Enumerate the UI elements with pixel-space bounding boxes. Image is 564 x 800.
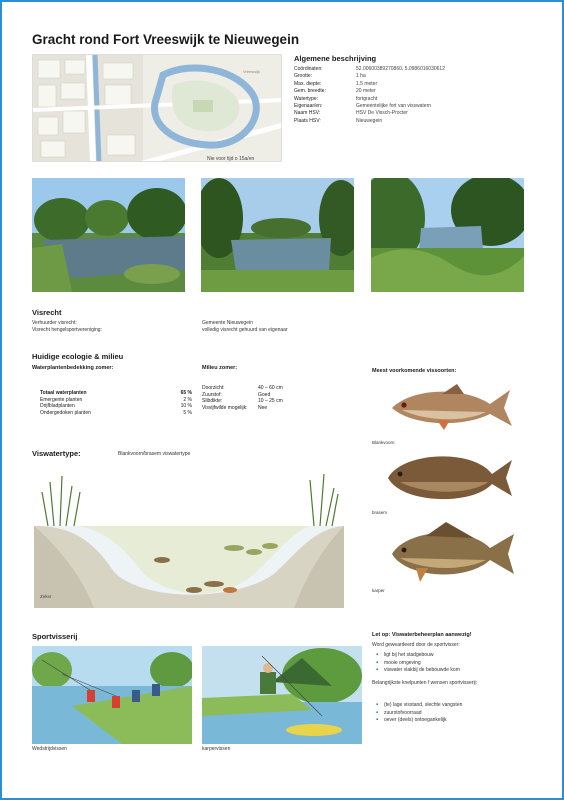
watertype-heading: Viswatertype:	[32, 449, 81, 458]
info-value: HSV De Vissch-Procter	[356, 110, 408, 117]
env-row	[202, 405, 322, 412]
bream-fish-image	[388, 456, 512, 499]
watertype-illustration	[34, 462, 344, 608]
note-intro-2: Belangrijkste knelpunten f wensen sportvisserij:	[372, 680, 478, 686]
fishing-label-2: Visrecht hengelsportvereniging:	[32, 327, 102, 333]
sport-image-1	[32, 646, 192, 744]
env-row	[202, 398, 322, 405]
info-value: fortgracht	[356, 95, 378, 102]
note-item: ▪ mooie omgeving	[376, 660, 460, 668]
info-row	[294, 103, 544, 110]
env-row	[202, 385, 322, 392]
plant-key: Drijfbladplanten	[40, 403, 75, 410]
info-value: 1.5 meter	[356, 80, 378, 87]
fish-label-2: brasem	[372, 510, 388, 515]
env-value: 40 – 60 cm	[258, 385, 283, 391]
roach-fish-image	[382, 380, 514, 435]
fish-heading: Meest voorkomende vissoorten:	[372, 368, 457, 374]
env-key: Visvijfwilde mogelijk:	[202, 404, 248, 411]
fishing-rights-labels	[32, 320, 102, 334]
plants-heading: Waterplantenbedekking zomer:	[32, 365, 114, 371]
plant-row	[40, 390, 192, 397]
fishing-value-2: volledig visrecht gehuurd van eigenaar	[202, 327, 288, 333]
fishing-label-1: Verhuurder visrecht:	[32, 320, 77, 326]
plant-key: Totaal waterplanten	[40, 390, 87, 396]
info-key: Plaats HSV:	[294, 117, 321, 124]
env-value: Goed	[258, 391, 271, 398]
note-heading: Let op: Viswaterbeheerplan aanwezig!	[372, 632, 472, 638]
plant-row	[40, 403, 192, 410]
general-heading: Algemene beschrijving	[294, 54, 377, 63]
note-list-positive	[376, 652, 460, 675]
info-key: Eigenaar/en:	[294, 103, 323, 110]
env-row	[202, 392, 322, 399]
svg-text:Vreeswijk: Vreeswijk	[243, 69, 260, 74]
fish-label-1: Blankvoorn	[372, 440, 395, 445]
info-value: 20 meter	[356, 88, 376, 95]
info-key: Naam HSV:	[294, 110, 321, 117]
photo-2	[201, 178, 354, 292]
env-key: Zuurstof:	[202, 391, 222, 398]
env-value: 10 – 25 cm	[258, 398, 283, 405]
fishing-rights-values	[202, 320, 288, 334]
env-table	[202, 385, 322, 411]
fishing-rights-heading: Visrecht	[32, 308, 62, 317]
info-row	[294, 81, 544, 88]
info-key: Grootte:	[294, 73, 313, 80]
page-title: Gracht rond Fort Vreeswijk te Nieuwegein	[32, 32, 300, 47]
sport-caption-1: Wedstrijdvissen	[32, 746, 67, 752]
info-row	[294, 88, 544, 95]
note-item: ▪ oever (deels) ontoegankelijk	[376, 717, 462, 725]
ecology-heading: Huidige ecologie & milieu	[32, 352, 124, 361]
info-row	[294, 66, 544, 73]
plant-value: 5 %	[183, 409, 192, 416]
sport-caption-2: karpervissen	[202, 746, 231, 752]
general-rows	[294, 66, 544, 125]
info-row	[294, 73, 544, 80]
info-key: Gem. breedte:	[294, 88, 326, 95]
info-key: Max. diepte:	[294, 80, 322, 87]
info-key: Coördinaten:	[294, 66, 323, 72]
plant-row	[40, 410, 192, 417]
plant-value: 2 %	[183, 396, 192, 403]
note-item: ▪ (te) lage visstand, slechte vangsten	[376, 702, 462, 710]
info-row	[294, 110, 544, 117]
photo-3	[371, 178, 524, 292]
plant-row	[40, 397, 192, 404]
info-value: Gemeentelijke fort van visswatern	[356, 103, 432, 110]
location-map	[32, 54, 282, 162]
watertype-name: Blankvoorn/brasem viswatertype	[118, 451, 191, 457]
plant-value: 10 %	[180, 403, 192, 410]
carp-fish-image	[392, 522, 514, 582]
env-key: Doorzicht:	[202, 385, 225, 391]
fishing-value-1: Gemeente Nieuwegein	[202, 320, 253, 326]
sport-heading: Sportvisserij	[32, 632, 78, 641]
map-graphic	[33, 55, 282, 162]
env-key: Slibdikte:	[202, 398, 223, 405]
env-heading: Milieu zomer:	[202, 365, 238, 371]
fish-label-3: karper	[372, 588, 385, 593]
info-value: 52.00600389270860, 5.0986016030612	[356, 66, 445, 72]
info-row	[294, 118, 544, 125]
plant-key: Emergente planten	[40, 396, 83, 403]
plant-value: 65 %	[180, 390, 192, 396]
info-key: Watertype:	[294, 95, 318, 102]
note-list-problems	[376, 702, 462, 725]
sport-image-2	[202, 646, 362, 744]
note-item: ▪ zuurstofvoorraad	[376, 710, 462, 718]
info-row	[294, 96, 544, 103]
note-intro: Word geweardeerd door de sportvisser:	[372, 642, 460, 648]
note-item: ▪ ligt bij het stadgebouw	[376, 652, 460, 660]
info-value: Nieuwegein	[356, 117, 383, 124]
photo-1	[32, 178, 185, 292]
plant-key: Ondergedoken planten	[40, 409, 91, 416]
info-value: 1 ha	[356, 73, 366, 80]
general-description	[294, 54, 544, 125]
watertype-illustration-label: Zeker	[40, 594, 52, 599]
plants-table	[40, 390, 192, 416]
env-value: Nee	[258, 404, 268, 411]
note-item: ▪ viswater vlakbij de bebouwde kom	[376, 667, 460, 675]
map-caption: Nie voor tijd o 15a/en	[207, 156, 255, 162]
